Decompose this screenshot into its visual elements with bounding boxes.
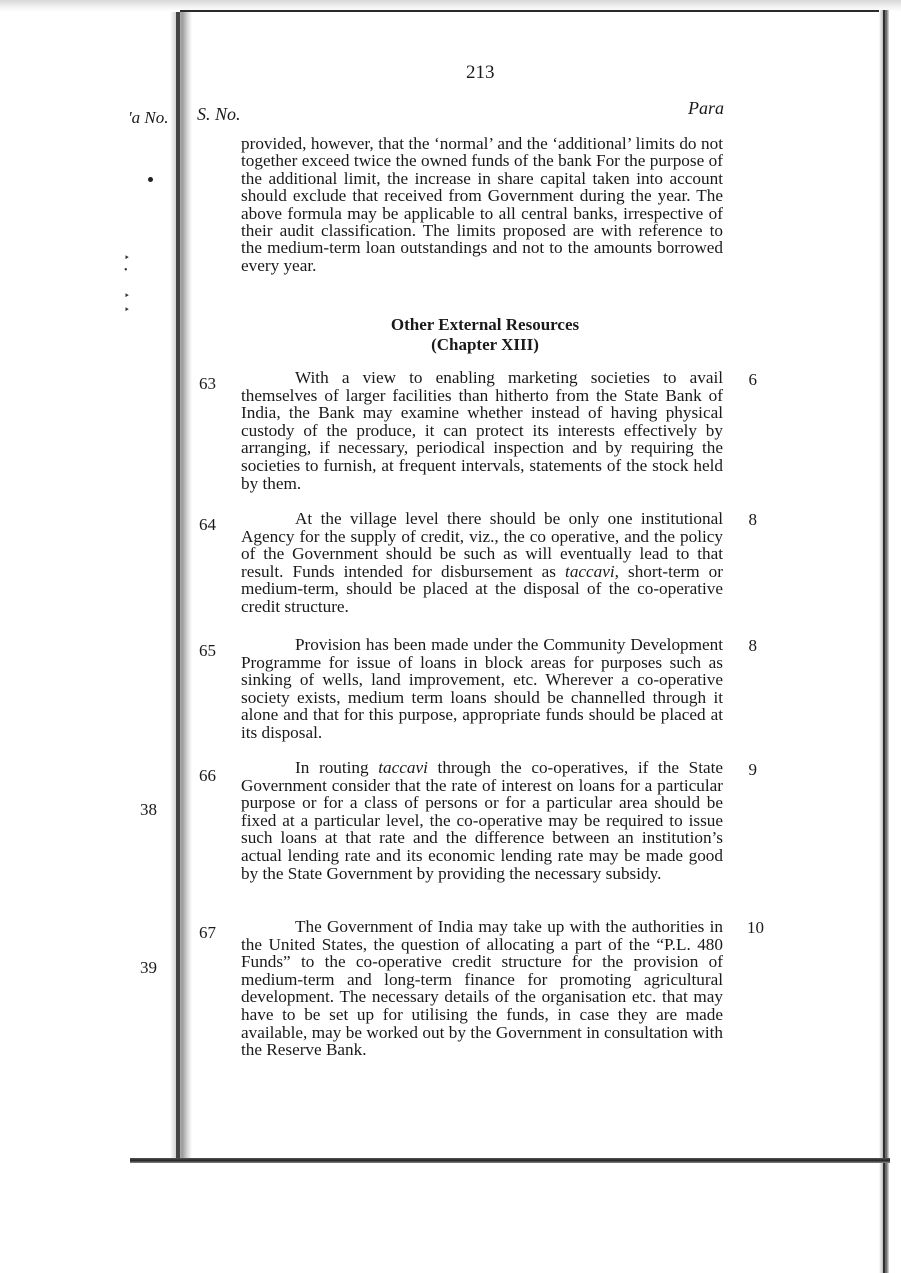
entry-serial-number: 65 [199, 641, 216, 660]
page-bottom-edge [130, 1158, 890, 1163]
right-edge-line [883, 10, 885, 1273]
entry-serial-number: 64 [199, 515, 216, 534]
entry-para-ref: 8 [748, 636, 757, 655]
entry-text-body: Provision has been made under the Community Development Programme for issue of loans in block areas for purposes such as sinking of wells, land improvement, etc. Wherever a co-operative society exists, medium term loans should be channelled through it alone and that for this purpose, appropriate funds should be placed at its disposal. [241, 635, 723, 742]
margin-mark: ‣ [124, 291, 130, 302]
section-title: Other External Resources [390, 315, 580, 334]
section-subtitle: (Chapter XIII) [431, 335, 539, 354]
margin-ref-38: 38 [140, 800, 157, 819]
margin-ref-39: 39 [140, 958, 157, 977]
page-top-edge [180, 10, 880, 12]
entry-text-run: through the co-operatives, if the State Government consider that the rate of interest on loans for a particular purpose or for a class of persons or for a particular area should be fixed at a particular level, the co-operative may be required to issue such loans at that rate and the difference between an institution’s actual lending rate and its economic lending rate may be made good by the State Government by providing the necessary subsidy. [241, 758, 724, 883]
binding-gutter-line [176, 12, 180, 1162]
entry-text-run: At the village level there should be only one institutional Agency for the supply of credit, viz., the co operative, and the policy of the Government should be such as will eventually lead to that result. Funds intended for disbursement as [241, 509, 723, 581]
entry-text [241, 369, 723, 492]
entry-serial-number: 67 [199, 923, 216, 942]
entry-text [241, 636, 723, 742]
sno-column-header: S. No. [197, 104, 241, 124]
entry-text [241, 759, 723, 882]
entry-para-ref: 9 [748, 760, 757, 779]
margin-fragment: 'a No. [128, 108, 169, 127]
entry-text-body: With a view to enabling marketing societies to avail themselves of larger facilities than hitherto from the State Bank of India, the Bank may examine whether instead of having physical custody of the produce, it can protect its interests effectively by arranging, if necessary, periodical inspection and by requiring the societies to furnish, at frequent intervals, statements of the stock held by them. [241, 368, 723, 493]
entry-text-run: short-term or medium-term, should be placed at the disposal of the co-operative credit structure. [241, 561, 723, 616]
intro-paragraph: provided, however, that the ‘normal’ and the ‘additional’ limits do not together exceed twice the owned funds of the bank For the purpose of the additional limit, the increase in share capital taken into account should exclude that received from Government during the year. The above formula may be applicable to all central banks, irrespective of their audit classification. The limits proposed are with reference to the medium-term loan outstandings and not to the amounts borrowed every year. [241, 134, 723, 275]
entry-text [241, 510, 723, 616]
entry-text-body: The Government of India may take up with the authorities in the United States, the question of allocating a part of the “P.L. 480 Funds” to the co-operative credit structure for the provision of medium-term and long-term finance for promoting agricultural development. The necessary details of the organisation etc. that may have to be set up for utilising the funds, in case they are made available, may be worked out by the Government in consultation with the Reserve Bank. [241, 917, 723, 1060]
entry-text-body [241, 510, 723, 616]
para-column-header: Para [688, 98, 724, 118]
binding-gutter-shadow [170, 12, 192, 1162]
entry-para-ref: 10 [747, 918, 764, 937]
page-number: 213 [466, 62, 495, 83]
entry-serial-number: 63 [199, 374, 216, 393]
entry-para-ref: 6 [748, 370, 757, 389]
entry-serial-number: 66 [199, 766, 216, 785]
margin-mark: • [124, 265, 128, 276]
entry-text-italic: taccavi [378, 758, 428, 777]
margin-mark: ‣ [124, 253, 130, 264]
margin-dot [148, 177, 153, 182]
entry-text [241, 918, 723, 1059]
entry-text-run: In routing [295, 758, 379, 777]
margin-mark: ‣ [124, 305, 130, 316]
entry-para-ref: 8 [748, 510, 757, 529]
entry-text-italic: taccavi, [565, 561, 619, 581]
entry-text-body [241, 759, 723, 882]
